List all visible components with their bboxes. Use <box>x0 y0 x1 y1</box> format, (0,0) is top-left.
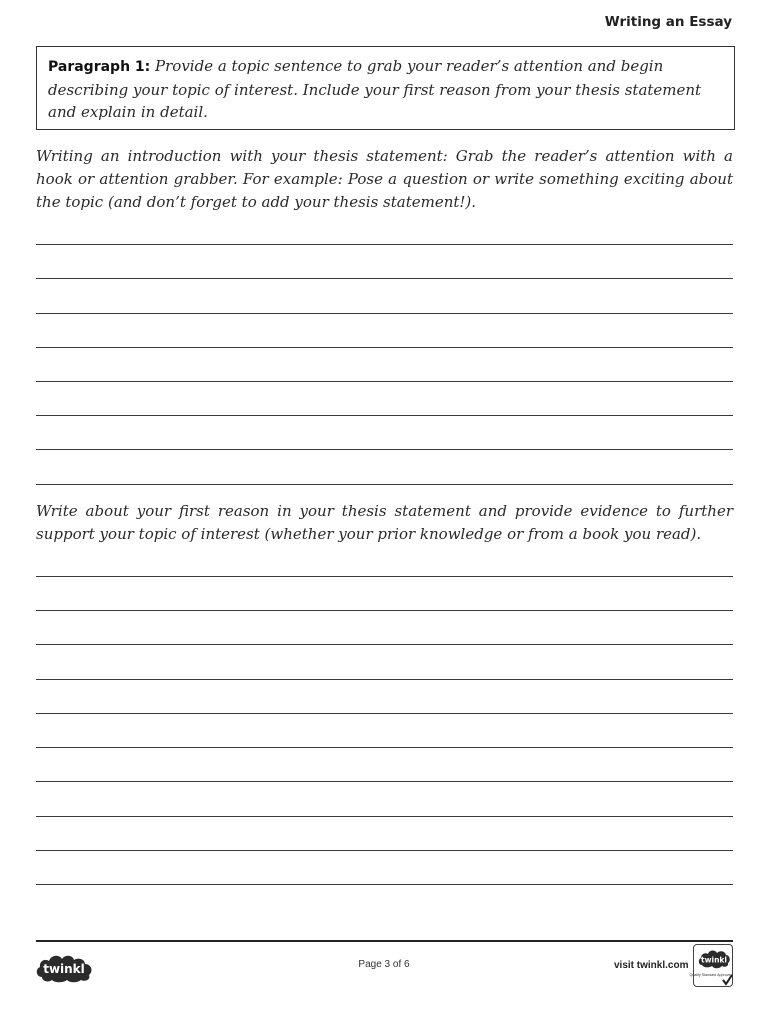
instruction-box <box>36 46 735 130</box>
writing-line[interactable] <box>36 679 733 680</box>
instruction-text: Provide a topic sentence to grab your reader’s attention and begin describing your topic of interest. Include your first reason from your thesis statement and explain in detail. <box>48 57 702 121</box>
writing-line[interactable] <box>36 816 733 817</box>
quality-badge <box>689 944 733 987</box>
writing-line[interactable] <box>36 850 733 851</box>
writing-line[interactable] <box>36 713 733 714</box>
writing-line[interactable] <box>36 576 733 577</box>
writing-line[interactable] <box>36 484 733 485</box>
writing-line[interactable] <box>36 644 733 645</box>
writing-line[interactable] <box>36 347 733 348</box>
writing-line[interactable] <box>36 278 733 279</box>
writing-line[interactable] <box>36 244 733 245</box>
visit-website-link[interactable]: visit twinkl.com <box>614 960 689 971</box>
footer-rule <box>36 940 733 942</box>
badge-logo-text: twinkl <box>701 955 727 965</box>
twinkl-logo-text: twinkl <box>43 962 85 976</box>
instruction-lead: Paragraph 1: <box>48 59 151 75</box>
page-number: Page 3 of 6 <box>358 959 410 970</box>
writing-line[interactable] <box>36 381 733 382</box>
writing-line[interactable] <box>36 449 733 450</box>
writing-line[interactable] <box>36 610 733 611</box>
writing-line[interactable] <box>36 313 733 314</box>
writing-line[interactable] <box>36 781 733 782</box>
badge-caption: Quality Standard Approved <box>689 973 733 977</box>
writing-line[interactable] <box>36 747 733 748</box>
writing-line[interactable] <box>36 415 733 416</box>
prompt-first-reason: Write about your first reason in your thesis statement and provide evidence to further support your topic of interest (whether your prior knowledge or from a book you read). <box>36 502 733 543</box>
prompt-introduction: Writing an introduction with your thesis statement: Grab the reader’s attention with a hook or attention grabber. For example: Pose a question or write something exciting about the topic (and don’t forget to add your thesis statement!). <box>36 147 733 211</box>
page-header-title: Writing an Essay <box>604 14 732 30</box>
writing-line[interactable] <box>36 884 733 885</box>
